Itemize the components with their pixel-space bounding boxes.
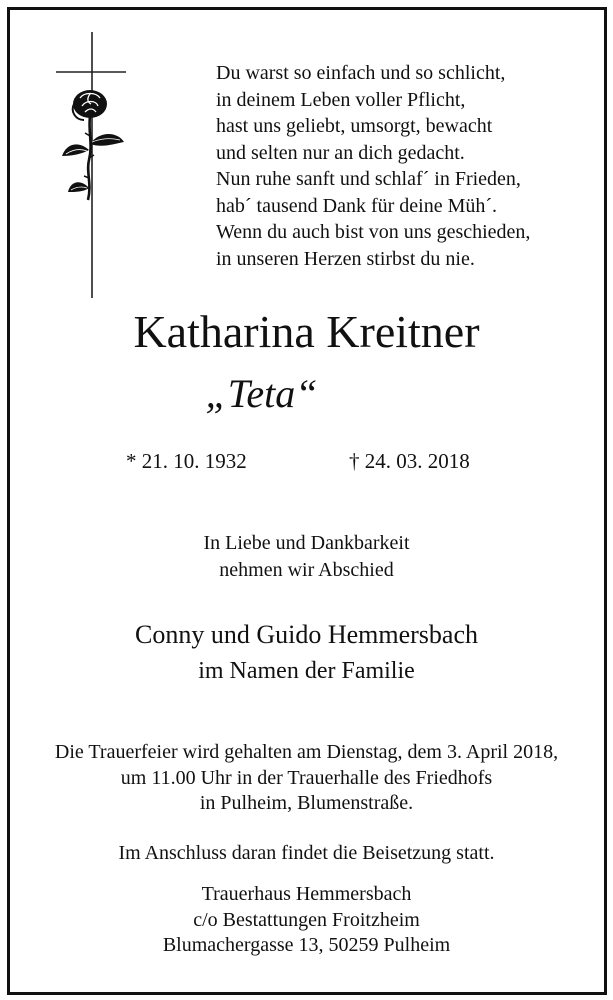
poem-line: hab´ tausend Dank für deine Müh´. bbox=[216, 194, 498, 217]
undertaker-line: Trauerhaus Hemmersbach bbox=[201, 883, 412, 905]
undertaker-line: c/o Bestattungen Froitzheim bbox=[193, 908, 420, 931]
on-behalf-of-family: im Namen der Familie bbox=[198, 658, 415, 684]
ceremony-line: in Pulheim, Blumenstraße. bbox=[199, 792, 414, 814]
burial-note: Im Anschluss daran findet die Beisetzung statt. bbox=[118, 842, 495, 864]
ceremony-details bbox=[0, 740, 613, 817]
ceremony-line: Die Trauerfeier wird gehalten am Dienstag, dem 3. April 2018, bbox=[54, 741, 559, 763]
poem-line: und selten nur an dich gedacht. bbox=[216, 141, 465, 164]
deceased-nickname: „Teta“ bbox=[205, 371, 318, 416]
ceremony-line: um 11.00 Uhr in der Trauerhalle des Friedhofs bbox=[120, 766, 493, 789]
deceased-name: Katharina Kreitner bbox=[133, 306, 480, 357]
undertaker-line: Blumachergasse 13, 50259 Pulheim bbox=[162, 934, 451, 956]
poem-line: Du warst so einfach und so schlicht, bbox=[216, 62, 506, 84]
cross-with-rose-icon bbox=[52, 32, 132, 300]
farewell-line: In Liebe und Dankbarkeit bbox=[203, 532, 410, 554]
mourner-names: Conny und Guido Hemmersbach bbox=[134, 620, 478, 649]
death-date: † 24. 03. 2018 bbox=[349, 449, 470, 473]
farewell-text bbox=[0, 530, 613, 584]
undertaker-address bbox=[0, 882, 613, 959]
poem-line: in unseren Herzen stirbst du nie. bbox=[216, 247, 475, 270]
poem-line: hast uns geliebt, umsorgt, bewacht bbox=[216, 115, 493, 137]
poem-line: Nun ruhe sanft und schlaf´ in Frieden, bbox=[216, 168, 521, 190]
birth-date: * 21. 10. 1932 bbox=[126, 449, 247, 473]
farewell-line: nehmen wir Abschied bbox=[219, 559, 394, 581]
poem-line: Wenn du auch bist von uns geschieden, bbox=[216, 221, 531, 243]
poem-line: in deinem Leben voller Pflicht, bbox=[216, 88, 466, 111]
poem bbox=[216, 60, 596, 272]
